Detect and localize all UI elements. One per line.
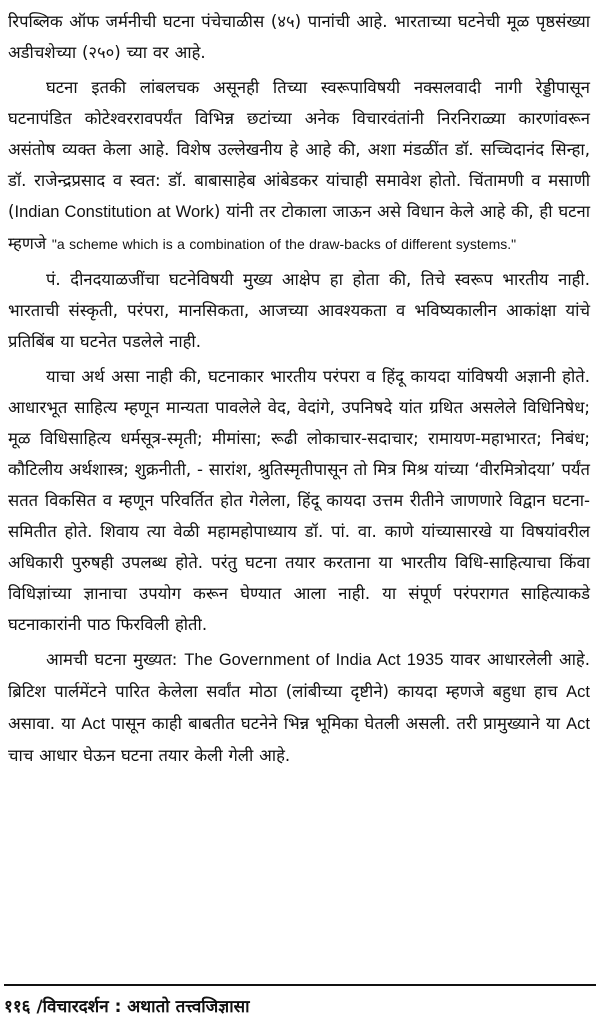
paragraph-p3 <box>8 264 590 357</box>
latin-text: Act <box>566 715 590 733</box>
latin-text: The Government of India Act 1935 <box>184 651 444 669</box>
latin-text: Act <box>81 715 106 733</box>
page-footer: ११६ /विचारदर्शन : अथातो तत्त्वजिज्ञासा <box>4 997 250 1017</box>
paragraph-p4 <box>8 361 590 640</box>
footer-divider <box>4 984 596 986</box>
body-text <box>8 6 590 771</box>
paragraph-p2 <box>8 72 590 260</box>
paragraph-text: चाच आधार घेऊन घटना तयार केली गेली आहे. <box>8 746 291 765</box>
paragraph-text: पं. दीनदयाळजींचा घटनेविषयी मुख्य आक्षेप हा होता की, तिचे स्वरूप भारतीय नाही. भारताची संस्कृती, परंपरा, मानसिकता, आजच्या आवश्यकता व भविष्यकालीन आकांक्षा यांचे प्रतिबिंब या घटनेत पडलेले नाही. <box>8 270 590 351</box>
paragraph-text: याचा अर्थ असा नाही की, घटनाकार भारतीय परंपरा व हिंदू कायदा यांविषयी अज्ञानी होते. आधारभूत साहित्य म्हणून मान्यता पावलेले वेद, वेदांगे, उपनिषदे यांत ग्रथित असलेले विधिनिषेध; मूळ विधिसाहित्य धर्मसूत्र-स्मृती; मीमांसा; रूढी लोकाचार-सदाचार; रामायण-महाभारत; निबंध; कौटिलीय अर्थशास्त्र; शुक्रनीती, - सारांश, श्रुतिस्मृतीपासून तो मित्र मिश्र यांच्या ‘वीरमित्रोदया’ पर्यंत सतत विकसित व म्हणून परिवर्तित होत गेलेला, हिंदू कायदा उत्तम रीतीने जाणणारे विद्वान घटना-समितीत होते. शिवाय त्या वेळी महामहोपाध्याय डॉ. पां. वा. काणे यांच्यासारखे या विषयांवरील अधिकारी पुरुषही उपलब्ध होते. परंतु घटना तयार करताना या भारतीय विधि-साहित्याचा किंवा विधिज्ञांच्या ज्ञानाचा उपयोग करून घेण्यात आला नाही. या संपूर्ण परंपरागत साहित्याकडे घटनाकारांनी पाठ फिरविली होती. <box>8 367 590 634</box>
quoted-text: "a scheme which is a combination of the draw-backs of different systems." <box>51 236 517 252</box>
paragraph-p1 <box>8 6 590 68</box>
paragraph-p5 <box>8 644 590 771</box>
paragraph-text: रिपब्लिक ऑफ जर्मनीची घटना पंचेचाळीस (४५) पानांची आहे. भारताच्या घटनेची मूळ पृष्ठसंख्या अडीचशेच्या (२५०) च्या वर आहे. <box>8 12 590 62</box>
paragraph-text: ) यांनी तर टोकाला जाऊन असे विधान केले आहे की, ही घटना म्हणजे <box>8 202 590 253</box>
latin-text: Act <box>566 683 590 701</box>
latin-text: Indian Constitution at Work <box>14 203 214 221</box>
paragraph-text: असावा. या <box>8 714 82 733</box>
paragraph-text: घटना इतकी लांबलचक असूनही तिच्या स्वरूपाविषयी नक्सलवादी नागी रेड्डीपासून घटनापंडित कोटेश्वररावपर्यंत विभिन्न छटांच्या अनेक विचारवंतांनी निरनिराळ्या कारणांवरून असंतोष व्यक्त केला आहे. विशेष उल्लेखनीय हे आहे की, अशा मंडळींत डॉ. सच्चिदानंद सिन्हा, डॉ. राजेन्द्रप्रसाद व स्वत: डॉ. बाबासाहेब आंबेडकर यांचाही समावेश होतो. चिंतामणी व मसाणी ( <box>8 78 590 221</box>
paragraph-text: पासून काही बाबतीत घटनेने भिन्न भूमिका घेतली असली. तरी प्रामुख्याने या <box>105 714 567 733</box>
paragraph-text: यावर आधारलेली आहे. ब्रिटिश पार्लमेंटने पारित केलेला सर्वांत मोठा (लांबीच्या दृष्टीने) कायदा म्हणजे बहुधा हाच <box>8 650 590 701</box>
paragraph-text: आमची घटना मुख्यत: <box>46 650 185 669</box>
